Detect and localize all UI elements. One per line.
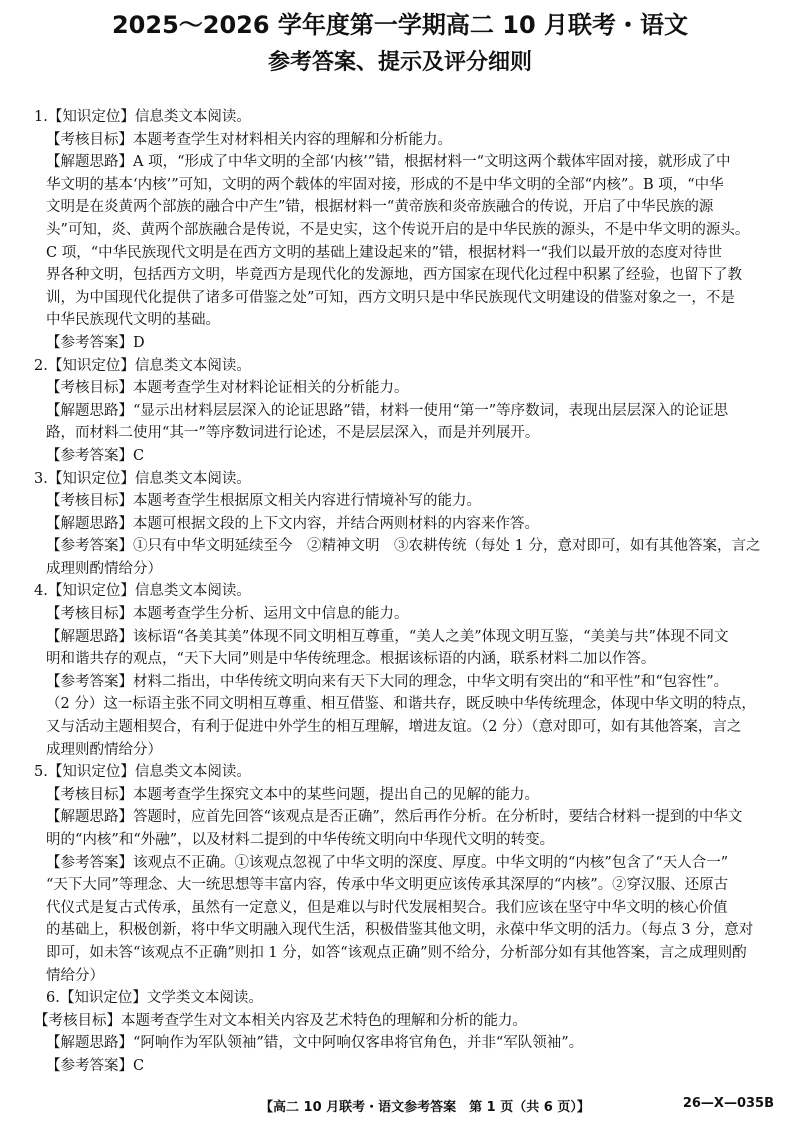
text-line: 1.【知识定位】信息类文本阅读。: [34, 109, 251, 125]
text-line: 明的“内核”和“外融”，以及材料二提到的中华传统文明向中华现代文明的转变。: [46, 832, 555, 848]
text-line: 明和谐共存的观点，“天下大同”则是中华传统理念。根据该标语的内涵，联系材料二加以作答。: [46, 651, 656, 668]
text-line: 4.【知识定位】信息类文本阅读。: [34, 583, 251, 600]
text-line: 即可，如未答“该观点不正确”则扣 1 分，如答“该观点正确”则不给分，分析部分如有其他答案，言之成理则酌: [46, 944, 747, 961]
text-line: 【考核目标】本题考查学生对材料相关内容的理解和分析能力。: [46, 131, 452, 148]
text-line: 【解题思路】“显示出材料层层深入的论证思路”错，材料一使用“第一”等序数词，表现出层层深入的论证思: [46, 402, 729, 419]
text-line: 【考核目标】本题考查学生对文本相关内容及艺术特色的理解和分析的能力。: [34, 1012, 527, 1029]
text-line: 【考核目标】本题考查学生对材料论证相关的分析能力。: [46, 380, 409, 397]
text-line: 2.【知识定位】信息类文本阅读。: [34, 357, 251, 374]
text-line: 【参考答案】D: [46, 334, 145, 351]
text-line: 又与活动主题相契合，有利于促进中外学生的相互理解，增进友谊。（2 分）（意对即可，如有其他答案，言之: [46, 719, 742, 736]
text-line: 【解题思路】本题可根据文段的上下文内容，并结合两则材料的内容来作答。: [46, 515, 539, 532]
text-line: 【参考答案】材料二指出，中华传统文明向来有天下大同的理念，中华文明有突出的“和平性”和“包容性”。: [46, 673, 729, 690]
text-line: 代仪式是复古式传承，虽然有一定意义，但是难以与时代发展相契合。我们应该在坚守中华文明的核心价值: [46, 899, 728, 916]
answer-content: [34, 106, 776, 1078]
page-subtitle: 参考答案、提示及评分细则: [267, 50, 532, 75]
text-line: 5.【知识定位】信息类文本阅读。: [34, 764, 251, 781]
page-title: 2025～2026 学年度第一学期高二 10 月联考・语文: [111, 11, 689, 39]
text-line: 训，为中国现代化提供了诸多可借鉴之处”可知，西方文明只是中华民族现代文明建设的借鉴对象之一，不是: [46, 289, 735, 306]
text-line: 【参考答案】①只有中华文明延续至今 ②精神文明 ③农耕传统（每处 1 分，意对即可，如有其他答案，言之: [46, 538, 761, 555]
text-line: “天下大同”等理念、大一统思想等丰富内容，传承中华文明更应该传承其深厚的“内核”。②穿汉服、还原古: [46, 877, 729, 894]
text-line: （2 分）这一标语主张不同文明相互尊重、相互借鉴、和谐共存，既反映中华传统理念，体现中华文明的特点，: [46, 696, 756, 713]
text-line: 【参考答案】该观点不正确。①该观点忽视了中华文明的深度、厚度。中华文明的“内核”包含了“天人合一”: [46, 854, 729, 871]
text-line: 路，而材料二使用“其一”等序数词进行论述，不是层层深入，而是并列展开。: [46, 425, 540, 442]
text-line: 成理则酌情给分）: [46, 560, 162, 577]
text-line: 的基础上，积极创新，将中华文明融入现代生活，积极借鉴其他文明，永葆中华文明的活力。（每点 3 分，意对: [46, 922, 754, 939]
text-line: 【考核目标】本题考查学生探究文本中的某些问题，提出自己的见解的能力。: [46, 786, 539, 803]
text-line: 成理则酌情给分）: [46, 741, 162, 758]
text-line: 6.【知识定位】文学类文本阅读。: [46, 990, 263, 1007]
text-line: 【考核目标】本题考查学生分析、运用文中信息的能力。: [46, 606, 409, 623]
text-line: 【参考答案】C: [46, 447, 145, 464]
text-line: 文明是在炎黄两个部族的融合中产生”错，根据材料一“黄帝族和炎帝族融合的传说，开启了中华民族的源: [46, 199, 714, 216]
text-line: 【解题思路】该标语“各美其美”体现不同文明相互尊重，“美人之美”体现文明互鉴，“美美与共”体现不同文: [46, 628, 729, 645]
text-line: 界各种文明，包括西方文明，毕竟西方是现代化的发源地，西方国家在现代化过程中积累了经验，也留下了教: [46, 267, 742, 284]
text-line: 【考核目标】本题考查学生根据原文相关内容进行情境补写的能力。: [46, 493, 481, 510]
text-line: 【解题思路】答题时，应首先回答“该观点是否正确”，然后再作分析。在分析时，要结合材料一提到的中华文: [46, 809, 743, 826]
text-line: 【解题思路】A 项，“形成了中华文明的全部‘内核’”错，根据材料一“文明这两个载体牢固对接，就形成了中: [46, 154, 731, 171]
text-line: C 项，“中华民族现代文明是在西方文明的基础上建设起来的”错，根据材料一“我们以最开放的态度对待世: [46, 244, 722, 261]
footer-code: 26—X—035B: [682, 1096, 774, 1111]
footer-page-info: 【高二 10 月联考・语文参考答案 第 1 页（共 6 页）】: [260, 1100, 590, 1115]
text-line: 中华民族现代文明的基础。: [46, 312, 220, 329]
text-line: 情给分）: [46, 967, 104, 984]
text-line: 【参考答案】C: [46, 1057, 145, 1074]
text-line: 3.【知识定位】信息类文本阅读。: [34, 470, 251, 487]
text-line: 【解题思路】“阿响作为军队领袖”错，文中阿响仅客串将官角色，并非“军队领袖”。: [46, 1035, 584, 1052]
text-line: 华文明的基本‘内核’”可知，文明的两个载体的牢固对接，形成的不是中华文明的全部“内核”。B 项，“中华: [46, 176, 724, 193]
text-line: 头”可知，炎、黄两个部族融合是传说，不是史实，这个传说开启的是中华民族的源头，不是中华文明的源头。: [46, 221, 750, 238]
